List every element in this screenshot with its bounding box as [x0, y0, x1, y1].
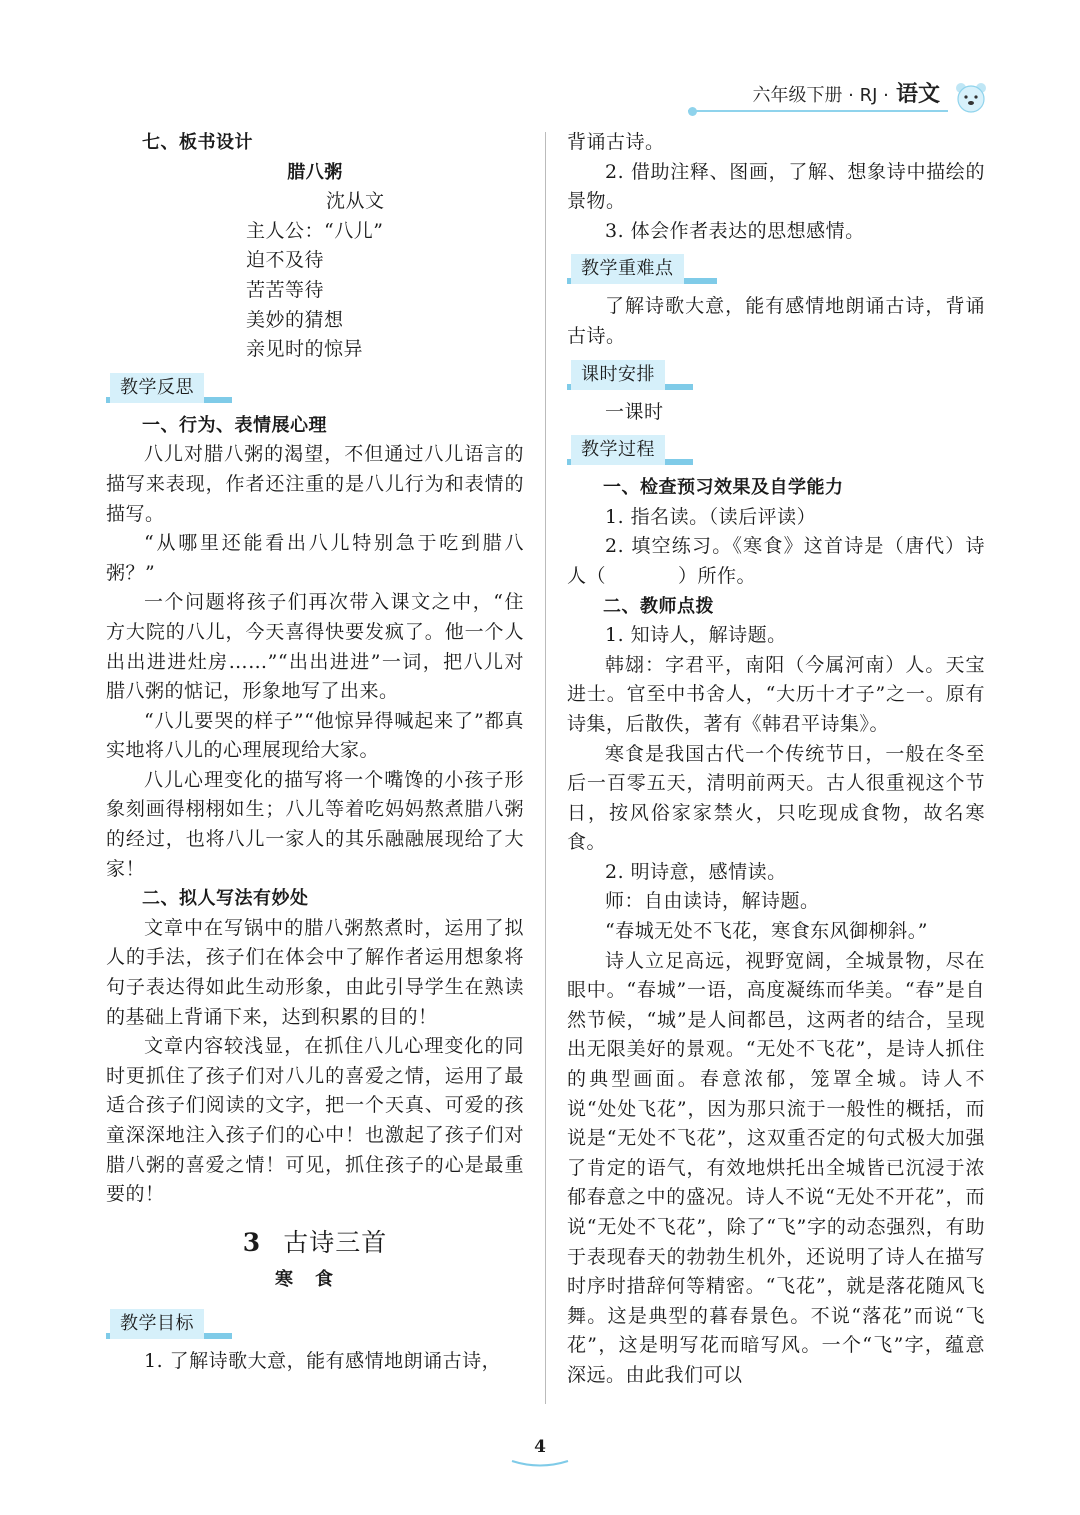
header-title: [752, 77, 940, 108]
board-line: 迫不及待: [246, 249, 325, 272]
fill-blank-text-end: ）所作。: [678, 564, 757, 587]
page-number: 4: [534, 1437, 546, 1457]
goal-item: 2. 借助注释、图画，了解、想象诗中描绘的景物。: [567, 160, 985, 213]
paragraph: “八儿要哭的样子”“他惊异得喊起来了”都真实地将八儿的心理展现给大家。: [106, 709, 524, 762]
paragraph: 寒食是我国古代一个传统节日，一般在冬至后一百零五天，清明前两天。古人很重视这个节日，按风俗家家禁火，只吃现成食物，故名寒食。: [567, 742, 985, 854]
process-heading-1: 一、检查预习效果及自学能力: [603, 477, 844, 499]
column-divider: [545, 132, 546, 1404]
header-grade: 六年级下册 · RJ ·: [752, 85, 889, 106]
board-line: 主人公：“八儿”: [246, 219, 384, 242]
paragraph: 文章中在写锅中的腊八粥熬煮时，运用了拟人的手法，孩子们在体会中了解作者运用想象将句子表达得如此生动形象，由此引导学生在熟读的基础上背诵下来，达到积累的目的！: [106, 916, 524, 1028]
paragraph: 一课时: [605, 400, 664, 423]
tag-label: 教学反思: [110, 373, 204, 403]
paragraph: 一个问题将孩子们再次带入课文之中，“住方大院的八儿，今天喜得快要发疯了。他一个人出出进进灶房……”“出出进进”一词，把八儿对腊八粥的惦记，形象地写了出来。: [106, 591, 524, 703]
board-line: 亲见时的惊异: [246, 338, 364, 361]
board-design-heading: 七、板书设计: [142, 132, 253, 153]
section-tag-key-points: [567, 252, 985, 286]
reflection-heading-1: 一、行为、表情展心理: [142, 414, 327, 436]
paragraph: 八儿对腊八粥的渴望，不但通过八儿语言的描写来表现，作者还注重的是八儿行为和表情的描写。: [106, 443, 524, 525]
tag-label: 课时安排: [571, 360, 665, 390]
board-title: 腊八粥: [287, 161, 343, 183]
paragraph: 2. 明诗意，感情读。: [605, 860, 787, 883]
page-header: [688, 76, 988, 116]
bear-icon: [954, 80, 988, 114]
paragraph: 八儿心理变化的描写将一个嘴馋的小孩子形象刻画得栩栩如生；八儿等着吃妈妈熬煮腊八粥的经过，也将八儿一家人的其乐融融展现给了大家！: [106, 768, 524, 880]
paragraph: “春城无处不飞花，寒食东风御柳斜。”: [605, 920, 928, 943]
paragraph: 文章内容较浅显，在抓住八儿心理变化的同时更抓住了孩子们对八儿的喜爱之情，运用了最适合孩子们阅读的文字，把一个天真、可爱的孩童深深地注入孩子们的心中！也激起了孩子们对腊八粥的喜爱之情！可见，抓住孩子的心是最重要的！: [106, 1035, 524, 1206]
fill-blank-text: 2. 填空练习。《寒食》这首诗是（唐代）诗人（: [567, 535, 985, 587]
page-number-swoosh: [510, 1458, 570, 1468]
paragraph: 诗人立足高远，视野宽阔，全城景物，尽在眼中。“春城”一语，高度凝练而华美。“春”是自然节候，“城”是人间都邑，这两者的结合，呈现出无限美好的景观。“无处不飞花”，是诗人抓住的典型画面。春意浓郁，笼罩全城。诗人不说“处处飞花”，因为那只流于一般性的概括，而说是“无处不飞花”，这双重否定的句式极大加强了肯定的语气，有效地烘托出全城皆已沉浸于浓郁春意之中的盛况。诗人不说“无处不开花”，而说“无处不飞花”，除了“飞”字的动态强烈，有助于表现春天的勃勃生机外，还说明了诗人在描写时序时措辞何等精密。“飞花”，就是落花随风飞舞。这是典型的暮春景色。不说“落花”而说“飞花”，这是明写花而暗写风。一个“飞”字，蕴意深远。由此我们可以: [567, 949, 985, 1386]
reflection-heading-2: 二、拟人写法有妙处: [142, 888, 309, 910]
header-dot: [688, 107, 697, 116]
goal-item: 3. 体会作者表达的思想感情。: [605, 219, 865, 242]
board-line: 美妙的猜想: [246, 308, 344, 331]
right-column: [567, 128, 985, 1391]
header-subject: 语文: [895, 82, 940, 107]
tag-label: 教学过程: [571, 435, 665, 465]
paragraph: 师：自由读诗，解诗题。: [605, 890, 820, 913]
section-tag-process: [567, 433, 985, 467]
fill-blank-question: [567, 532, 985, 591]
paragraph: 韩翃：字君平，南阳（今属河南）人。天宝进士。官至中书舍人，“大历十才子”之一。原有诗集，后散佚，著有《韩君平诗集》。: [567, 653, 985, 735]
paragraph: 1. 指名读。（读后评读）: [605, 505, 817, 528]
tag-label: 教学重难点: [571, 254, 684, 284]
lesson-title: [106, 1228, 524, 1258]
goal-item: 1. 了解诗歌大意，能有感情地朗诵古诗，: [144, 1349, 502, 1372]
paragraph: 背诵古诗。: [567, 131, 665, 153]
paragraph: “从哪里还能看出八儿特别急于吃到腊八粥？”: [106, 532, 524, 584]
lesson-name: 古诗三首: [283, 1227, 388, 1257]
header-rule: [688, 110, 948, 112]
lesson-number: 3: [242, 1227, 262, 1257]
paragraph: 1. 知诗人，解诗题。: [605, 624, 787, 647]
left-column: [106, 128, 524, 1377]
process-heading-2: 二、教师点拨: [603, 595, 714, 617]
paragraph: 了解诗歌大意，能有感情地朗诵古诗，背诵古诗。: [567, 295, 985, 347]
section-tag-goals: [106, 1307, 524, 1341]
section-tag-reflection: [106, 371, 524, 405]
board-line: 苦苦等待: [246, 278, 325, 301]
tag-label: 教学目标: [110, 1309, 204, 1339]
poem-title: 寒食: [275, 1269, 355, 1291]
section-tag-schedule: [567, 358, 985, 392]
board-author: 沈从文: [326, 190, 385, 213]
